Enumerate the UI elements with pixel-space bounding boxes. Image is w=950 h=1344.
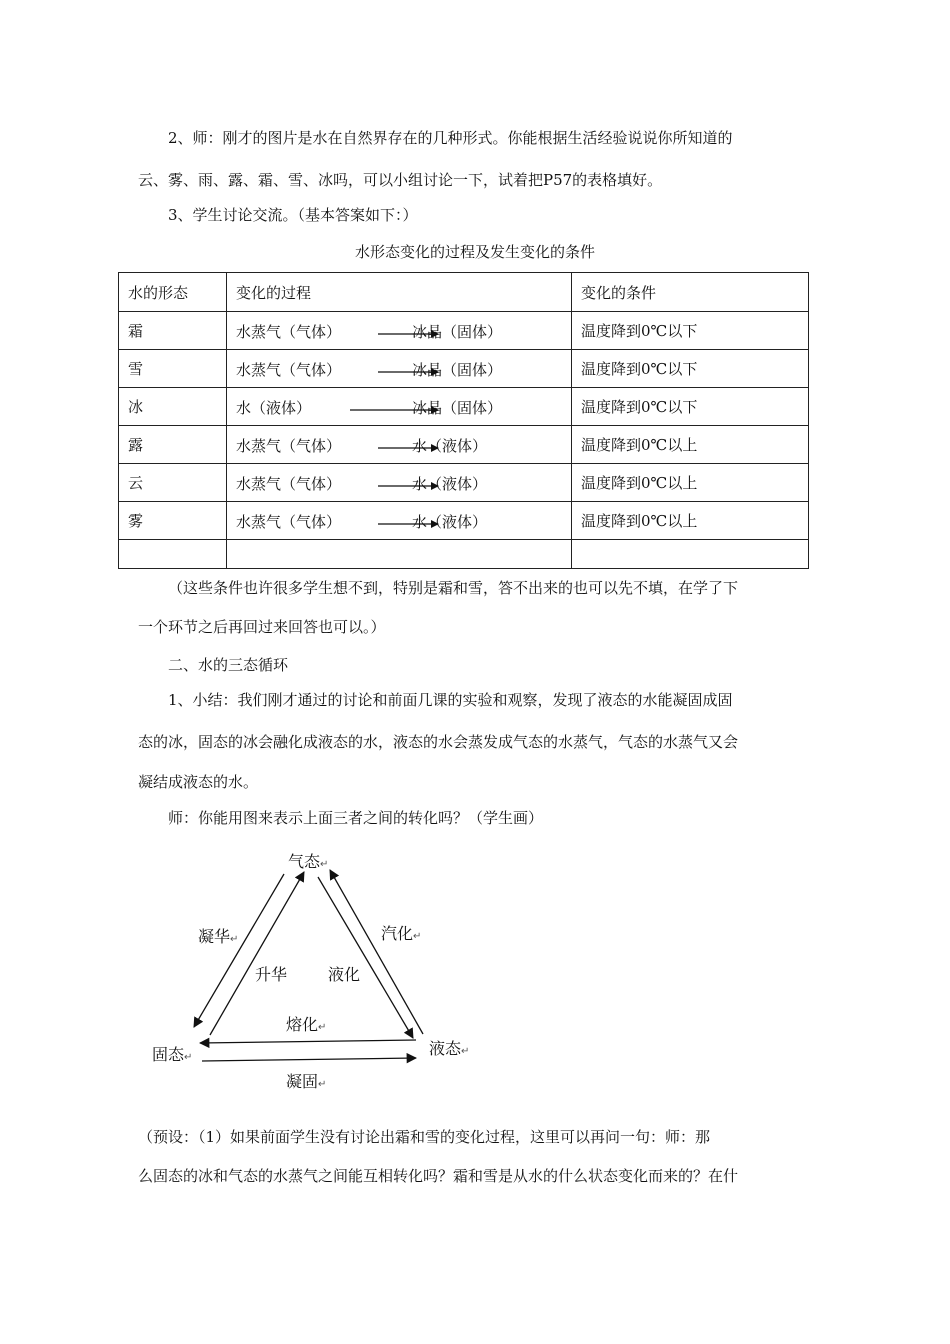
table-row <box>119 312 809 350</box>
label-vaporization: 汽化↵ <box>381 924 422 943</box>
label-melting: 熔化↵ <box>286 1015 327 1034</box>
cell-process <box>227 502 572 540</box>
water-forms-table <box>118 272 809 569</box>
table-row <box>119 426 809 464</box>
header-form: 水的形态 <box>119 273 227 312</box>
label-liquid: 液态↵ <box>429 1039 470 1058</box>
arrow-sublimation <box>210 872 304 1035</box>
cell-empty <box>119 540 227 569</box>
process-from: 水蒸气（气体） <box>236 322 342 341</box>
cell-form: 云 <box>119 464 227 502</box>
cell-form: 雾 <box>119 502 227 540</box>
paragraph-3: 3、学生讨论交流。（基本答案如下：） <box>168 206 418 224</box>
note-line2: 一个环节之后再回过来回答也可以。） <box>138 618 386 636</box>
arrow-liquefaction <box>318 877 413 1038</box>
process-from: 水蒸气（气体） <box>236 512 342 531</box>
process-to: 水（液体） <box>412 512 488 531</box>
cell-form: 霜 <box>119 312 227 350</box>
arrow-melting <box>200 1040 416 1043</box>
arrow-freezing <box>202 1058 416 1061</box>
teacher-question: 师：你能用图来表示上面三者之间的转化吗？（学生画） <box>168 809 544 827</box>
arrow-vaporization <box>330 870 423 1034</box>
table-row <box>119 388 809 426</box>
paragraph-2-line2: 云、雾、雨、露、霜、雪、冰吗，可以小组讨论一下，试着把P57的表格填好。 <box>138 171 663 189</box>
process-to: 水（液体） <box>412 474 488 493</box>
summary-line1: 1、小结：我们刚才通过的讨论和前面几课的实验和观察，发现了液态的水能凝固成固 <box>168 691 733 709</box>
process-from: 水蒸气（气体） <box>236 436 342 455</box>
process-to: 水（液体） <box>412 436 488 455</box>
table-caption: 水形态变化的过程及发生变化的条件 <box>354 243 595 261</box>
cell-form: 雪 <box>119 350 227 388</box>
cell-condition: 温度降到0℃以上 <box>572 426 809 464</box>
label-gas: 气态↵ <box>288 852 329 871</box>
header-process: 变化的过程 <box>227 273 572 312</box>
process-to: 冰晶（固体） <box>412 360 503 379</box>
label-sublimation: 升华 <box>255 965 288 984</box>
preset-line1: （预设：（1）如果前面学生没有讨论出霜和雪的变化过程，这里可以再问一句：师：那 <box>138 1128 711 1146</box>
cell-condition: 温度降到0℃以下 <box>572 388 809 426</box>
process-to: 冰晶（固体） <box>412 322 503 341</box>
process-to: 冰晶（固体） <box>412 398 503 417</box>
three-states-diagram <box>148 842 488 1097</box>
cell-empty <box>227 540 572 569</box>
cell-condition: 温度降到0℃以下 <box>572 350 809 388</box>
process-from: 水蒸气（气体） <box>236 474 342 493</box>
label-deposition: 凝华↵ <box>198 927 239 946</box>
cell-process <box>227 350 572 388</box>
cell-condition: 温度降到0℃以上 <box>572 502 809 540</box>
summary-line3: 凝结成液态的水。 <box>138 773 259 791</box>
cell-process <box>227 464 572 502</box>
cell-form: 露 <box>119 426 227 464</box>
process-from: 水蒸气（气体） <box>236 360 342 379</box>
note-line1: （这些条件也许很多学生想不到，特别是霜和雪，答不出来的也可以先不填，在学了下 <box>168 579 739 597</box>
table-row <box>119 502 809 540</box>
cell-condition: 温度降到0℃以下 <box>572 312 809 350</box>
table-header-row <box>119 273 809 312</box>
header-condition: 变化的条件 <box>572 273 809 312</box>
preset-line2: 么固态的冰和气态的水蒸气之间能互相转化吗？霜和雪是从水的什么状态变化而来的？在什 <box>138 1167 739 1185</box>
cell-process <box>227 426 572 464</box>
summary-line2: 态的冰，固态的冰会融化成液态的水，液态的水会蒸发成气态的水蒸气，气态的水蒸气又会 <box>138 733 739 751</box>
cell-condition: 温度降到0℃以上 <box>572 464 809 502</box>
section-heading: 二、水的三态循环 <box>168 656 289 674</box>
table-row <box>119 350 809 388</box>
paragraph-2-line1: 2、师：刚才的图片是水在自然界存在的几种形式。你能根据生活经验说说你所知道的 <box>168 129 733 147</box>
arrow-deposition <box>194 874 284 1027</box>
cell-form: 冰 <box>119 388 227 426</box>
cell-process <box>227 312 572 350</box>
label-freezing: 凝固↵ <box>286 1072 327 1091</box>
process-from: 水（液体） <box>236 398 312 417</box>
table-row-empty <box>119 540 809 569</box>
cell-process <box>227 388 572 426</box>
cell-empty <box>572 540 809 569</box>
table-row <box>119 464 809 502</box>
label-liquefaction: 液化 <box>328 965 361 984</box>
label-solid: 固态↵ <box>152 1045 193 1064</box>
